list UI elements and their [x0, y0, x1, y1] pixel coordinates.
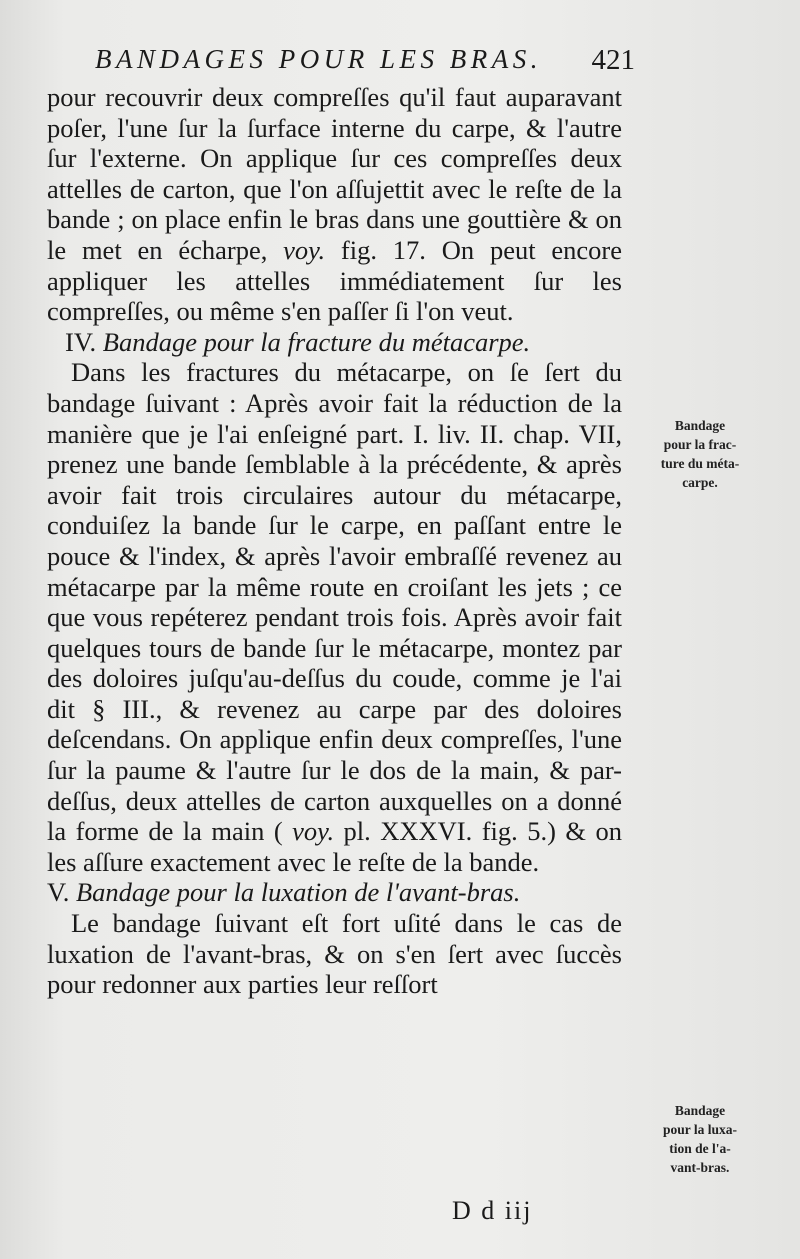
- margin-note-line: pour la luxa-: [662, 1122, 738, 1137]
- main-text: [47, 82, 622, 1000]
- section-number: V.: [47, 877, 70, 908]
- margin-note-line: Bandage: [674, 1103, 726, 1118]
- paragraph-continuation: [47, 82, 622, 327]
- margin-note-line: vant-bras.: [670, 1160, 730, 1175]
- paragraph-text: Dans les fractures du métacarpe, on ſe ſert du bandage ſuivant : Après avoir fait la réduction de la manière que je l'ai enſeigné part. I. liv. II. chap. VII, prenez une bande ſemblable à la précédente, & après avoir fait trois circulaires autour du métacarpe, conduiſez la bande ſur le carpe, en paſſant entre le pouce & l'index, & après l'avoir embraſſé revenez au métacarpe par la même route en croiſant les jets ; ce que vous repéterez pendant trois fois. Après avoir fait quelques tours de bande ſur le métacarpe, montez par des doloires juſqu'au-deſſus du coude, comme je l'ai dit § III., & revenez au carpe par des doloires deſcendans. On applique enfin deux compreſſes, l'une ſur la paume & l'autre ſur le dos de la main, & par-deſſus, deux attelles de carton auxquelles on a donné la forme de la main (: [47, 357, 622, 847]
- paragraph-text: pour recouvrir deux compreſſes qu'il faut auparavant poſer, l'une ſur la ſurface interne du carpe, & l'autre ſur l'externe. On applique ſur ces compreſſes deux attelles de carton, que l'on aſſujettit avec le reſte de la bande ; on place enfin le bras dans une gouttière & on le met en écharpe,: [47, 82, 622, 265]
- margin-note-line: carpe.: [682, 475, 718, 490]
- running-head-title: BANDAGES POUR LES BRAS.: [95, 44, 542, 74]
- section-heading-5: [47, 877, 622, 908]
- page-number: 421: [591, 44, 635, 76]
- margin-note-line: tion de l'a-: [669, 1141, 731, 1156]
- voy-abbrev: voy.: [283, 234, 326, 265]
- signature-mark: D d iij: [452, 1196, 533, 1225]
- margin-note-line: Bandage: [674, 418, 726, 433]
- voy-abbrev: voy.: [292, 816, 335, 847]
- section-title: Bandage pour la luxation de l'avant-bras.: [75, 877, 521, 908]
- margin-note-line: pour la frac-: [663, 437, 737, 452]
- section-heading-4: [47, 327, 622, 358]
- section-4-paragraph: [47, 357, 622, 877]
- margin-note-line: ture du méta-: [660, 456, 740, 471]
- paragraph-text: pl. XXXVI. fig. 5.) & on les aſſure exactement avec le reſte de la bande.: [47, 816, 622, 877]
- section-number: IV.: [65, 326, 97, 357]
- margin-note-fracture: [625, 416, 775, 492]
- paragraph-text: fig. 17. On peut encore appliquer les attelles immédiatement ſur les compreſſes, ou même s'en paſſer ſi l'on veut.: [47, 234, 623, 327]
- margin-note-luxation: [625, 1101, 775, 1177]
- running-head: [95, 44, 635, 84]
- section-5-paragraph: Le bandage ſuivant eſt fort uſité dans le cas de luxation de l'avant-bras, & on s'en ſert avec ſuccès pour redonner aux parties leur reſſort: [47, 908, 622, 1000]
- section-title: Bandage pour la fracture du métacarpe.: [102, 326, 531, 357]
